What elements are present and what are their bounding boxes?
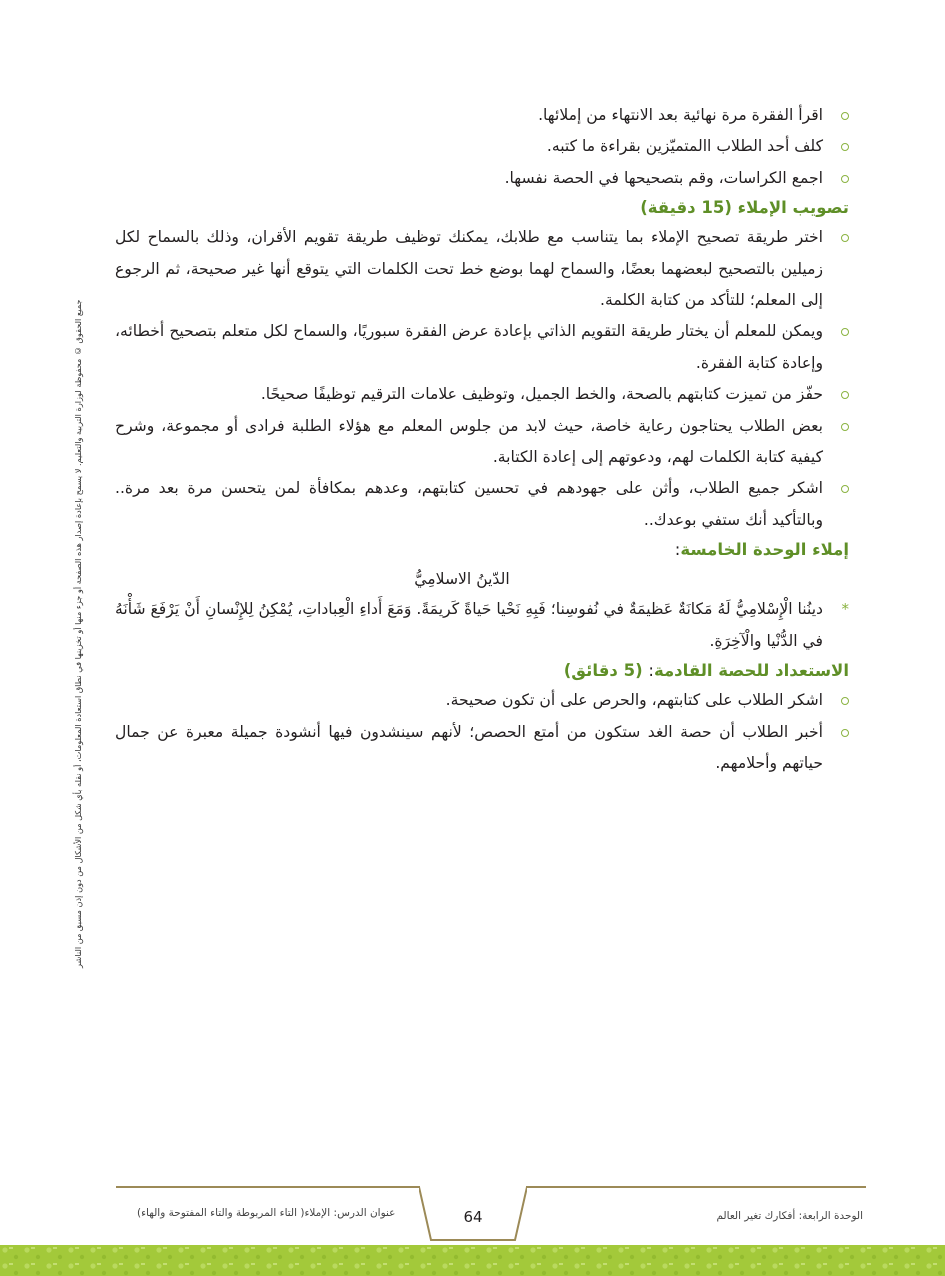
bullet-circle-icon (841, 143, 849, 151)
pattern-decoration (0, 1245, 945, 1276)
footer-lesson-title: عنوان الدرس: الإملاء( التاء المربوطة والتاء المفتوحة والهاء) (137, 1207, 396, 1219)
bullet-circle-icon (841, 423, 849, 431)
list-item: * دينُنا الْإِسْلامِيُّ لَهُ مَكانَةٌ عَظيمَةٌ في نُفوسِنا؛ فَبِهِ نَحْيا حَياةً كَريمَةً. وَمَعَ أَداءِ الْعِباداتِ، يُمْكِنُ لِلإِنْسانِ أَنْ يَرْفَعَ شَأْنَهُ في الدُّنْيا والْآخِرَةِ. (115, 594, 849, 657)
intro-list (115, 100, 849, 194)
list-item: اشكر الطلاب على كتابتهم، والحرص على أن تكون صحيحة. (115, 685, 849, 716)
lesson-content (115, 100, 849, 779)
page-number: 64 (463, 1208, 483, 1226)
list-item: اختر طريقة تصحيح الإملاء بما يتناسب مع طلابك، يمكنك توظيف طريقة تقويم الأقران، وذلك بالسماح لكل زميلين بالتصحيح لبعضهما بعضًا، والسماح لهما بوضع خط تحت الكلمات التي يتوقع أنها غير صحيحة، ثم الرجوع إلى المعلم؛ للتأكد من كتابة الكلمة. (115, 222, 849, 316)
bullet-circle-icon (841, 697, 849, 705)
preparation-list (115, 685, 849, 779)
list-item: كلف أحد الطلاب االمتميّزين بقراءة ما كتبه. (115, 131, 849, 162)
bullet-circle-icon (841, 175, 849, 183)
footer-unit-title: الوحدة الرابعة: أفكارك تغير العالم (716, 1210, 863, 1222)
asterisk-icon: * (841, 600, 849, 619)
dictation-title: الدّينُ الاسلامِيُّ (414, 570, 510, 589)
footer-pattern-band (0, 1245, 945, 1276)
list-item: اجمع الكراسات، وقم بتصحيحها في الحصة نفسها. (115, 163, 849, 194)
footer-rule-right (526, 1186, 866, 1188)
list-item: ويمكن للمعلم أن يختار طريقة التقويم الذاتي بإعادة عرض الفقرة سبوريًا، والسماح لكل متعلم بتصحيح أخطائه، وإعادة كتابة الفقرة. (115, 316, 849, 379)
section-heading-preparation: الاستعداد للحصة القادمة: (5 دقائق) (563, 661, 849, 681)
bullet-circle-icon (841, 112, 849, 120)
footer-rule-left (116, 1186, 420, 1188)
list-item: اقرأ الفقرة مرة نهائية بعد الانتهاء من إملائها. (115, 100, 849, 131)
section-heading-dictation: إملاء الوحدة الخامسة: (674, 540, 849, 560)
bullet-circle-icon (841, 234, 849, 242)
dictation-list (115, 594, 849, 657)
list-item: أخبر الطلاب أن حصة الغد ستكون من أمتع الحصص؛ لأنهم سينشدون فيها أنشودة جميلة معبرة عن جمال حياتهم وأحلامهم. (115, 717, 849, 780)
correction-list (115, 222, 849, 536)
list-item: اشكر جميع الطلاب، وأثن على جهودهم في تحسين كتابتهم، وعدهم بمكافأة لمن يتحسن مرة بعد مرة.. وبالتأكيد أنك ستفي بوعدك.. (115, 473, 849, 536)
bullet-circle-icon (841, 729, 849, 737)
bullet-circle-icon (841, 391, 849, 399)
side-copyright: جميع الحقوق © محفوظة لوزارة التربية والتعليم. لا يسمح بإعادة إصدار هذه الصفحة أو جزء منها أو تخزينها في نطاق استعادة المعلومات، أو نقله بأي شكل من الأشكال من دون إذن مسبق من الناشر (73, 300, 83, 969)
bullet-circle-icon (841, 485, 849, 493)
bullet-circle-icon (841, 328, 849, 336)
list-item: بعض الطلاب يحتاجون رعاية خاصة، حيث لابد من جلوس المعلم مع هؤلاء الطلبة فرادى أو مجموعة، وشرح كيفية كتابة الكلمات لهم، ودعوتهم إلى إعادة الكتابة. (115, 411, 849, 474)
section-heading-correction: تصويب الإملاء (15 دقيقة) (640, 198, 849, 218)
list-item: حفّز من تميزت كتابتهم بالصحة، والخط الجميل، وتوظيف علامات الترقيم توظيفًا صحيحًا. (115, 379, 849, 410)
